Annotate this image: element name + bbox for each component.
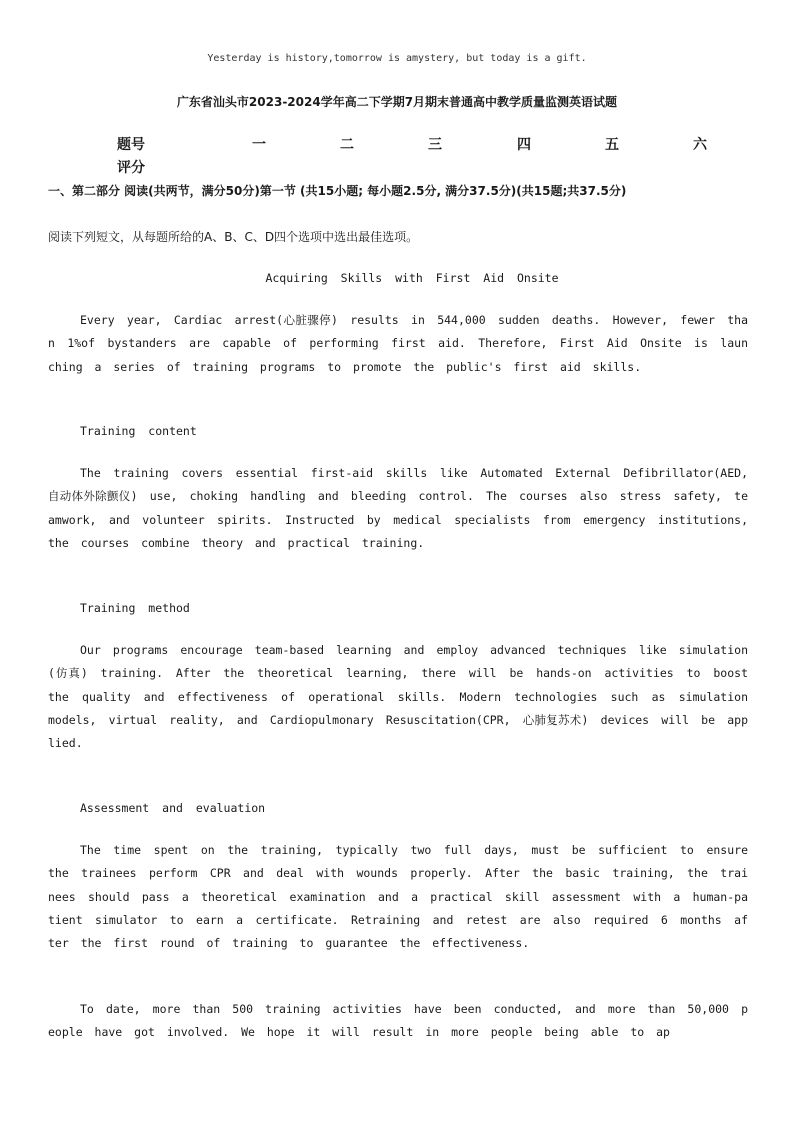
score-column: 一 (252, 137, 266, 153)
section-heading: 一、第二部分 阅读(共两节，满分50分)第一节 (共15小题; 每小题2.5分, 满分37.5分)(共15题;共37.5分) (48, 184, 627, 198)
score-column: 二 (340, 137, 354, 153)
passage-subheading: Assessment and evaluation (80, 801, 266, 815)
passage-title: Acquiring Skills with First Aid Onsite (265, 271, 559, 285)
score-label: 评分 (117, 160, 145, 176)
score-column: 四 (517, 137, 531, 153)
section-instruction: 阅读下列短文，从每题所给的A、B、C、D四个选项中选出最佳选项。 (48, 230, 419, 244)
score-column: 三 (428, 137, 442, 153)
score-column: 五 (605, 137, 619, 153)
passage-paragraph: The time spent on the training, typically two full days, must be sufficient to ensure the trainees perform CPR and deal with wounds properly. After the basic training, the trainees should pass a theoretical examination and a practical skill assessment with a human-patient simulator to earn a certificate. Retraining and retest are also required 6 months after the first round of training to guarantee the effectiveness. (48, 843, 748, 951)
passage-paragraph: To date, more than 500 training activities have been conducted, and more than 50,000 people have got involved. We hope it will result in more people being able to ap (48, 1002, 748, 1040)
exam-title: 广东省汕头市2023-2024学年高二下学期7月期末普通高中教学质量监测英语试题 (176, 95, 618, 109)
passage-paragraph: Our programs encourage team-based learning and employ advanced techniques like simulation(仿真) training. After the theoretical learning, there will be hands-on activities to boost the quality and effectiveness of operational skills. Modern technologies such as simulation models, virtual reality, and Cardiopulmonary Resuscitation(CPR, 心肺复苏术) devices will be applied. (48, 643, 748, 751)
header-motto: Yesterday is history,tomorrow is amystery, but today is a gift. (207, 53, 587, 64)
passage-subheading: Training method (80, 601, 190, 615)
passage-paragraph: The training covers essential first-aid skills like Automated External Defibrillator(AED, 自动体外除颤仪) use, choking handling and bleeding control. The courses also stress safety, teamwork, and volunteer spirits. Instructed by medical specialists from emergency institutions, the courses combine theory and practical training. (48, 466, 748, 550)
passage-subheading: Training content (80, 424, 197, 438)
score-row-label: 题号 (117, 137, 145, 153)
passage-paragraph: Every year, Cardiac arrest(心脏骤停) results in 544,000 sudden deaths. However, fewer than 1%of bystanders are capable of performing first aid. Therefore, First Aid Onsite is launching a series of training programs to promote the public's first aid skills. (48, 313, 748, 374)
score-column: 六 (693, 137, 707, 153)
